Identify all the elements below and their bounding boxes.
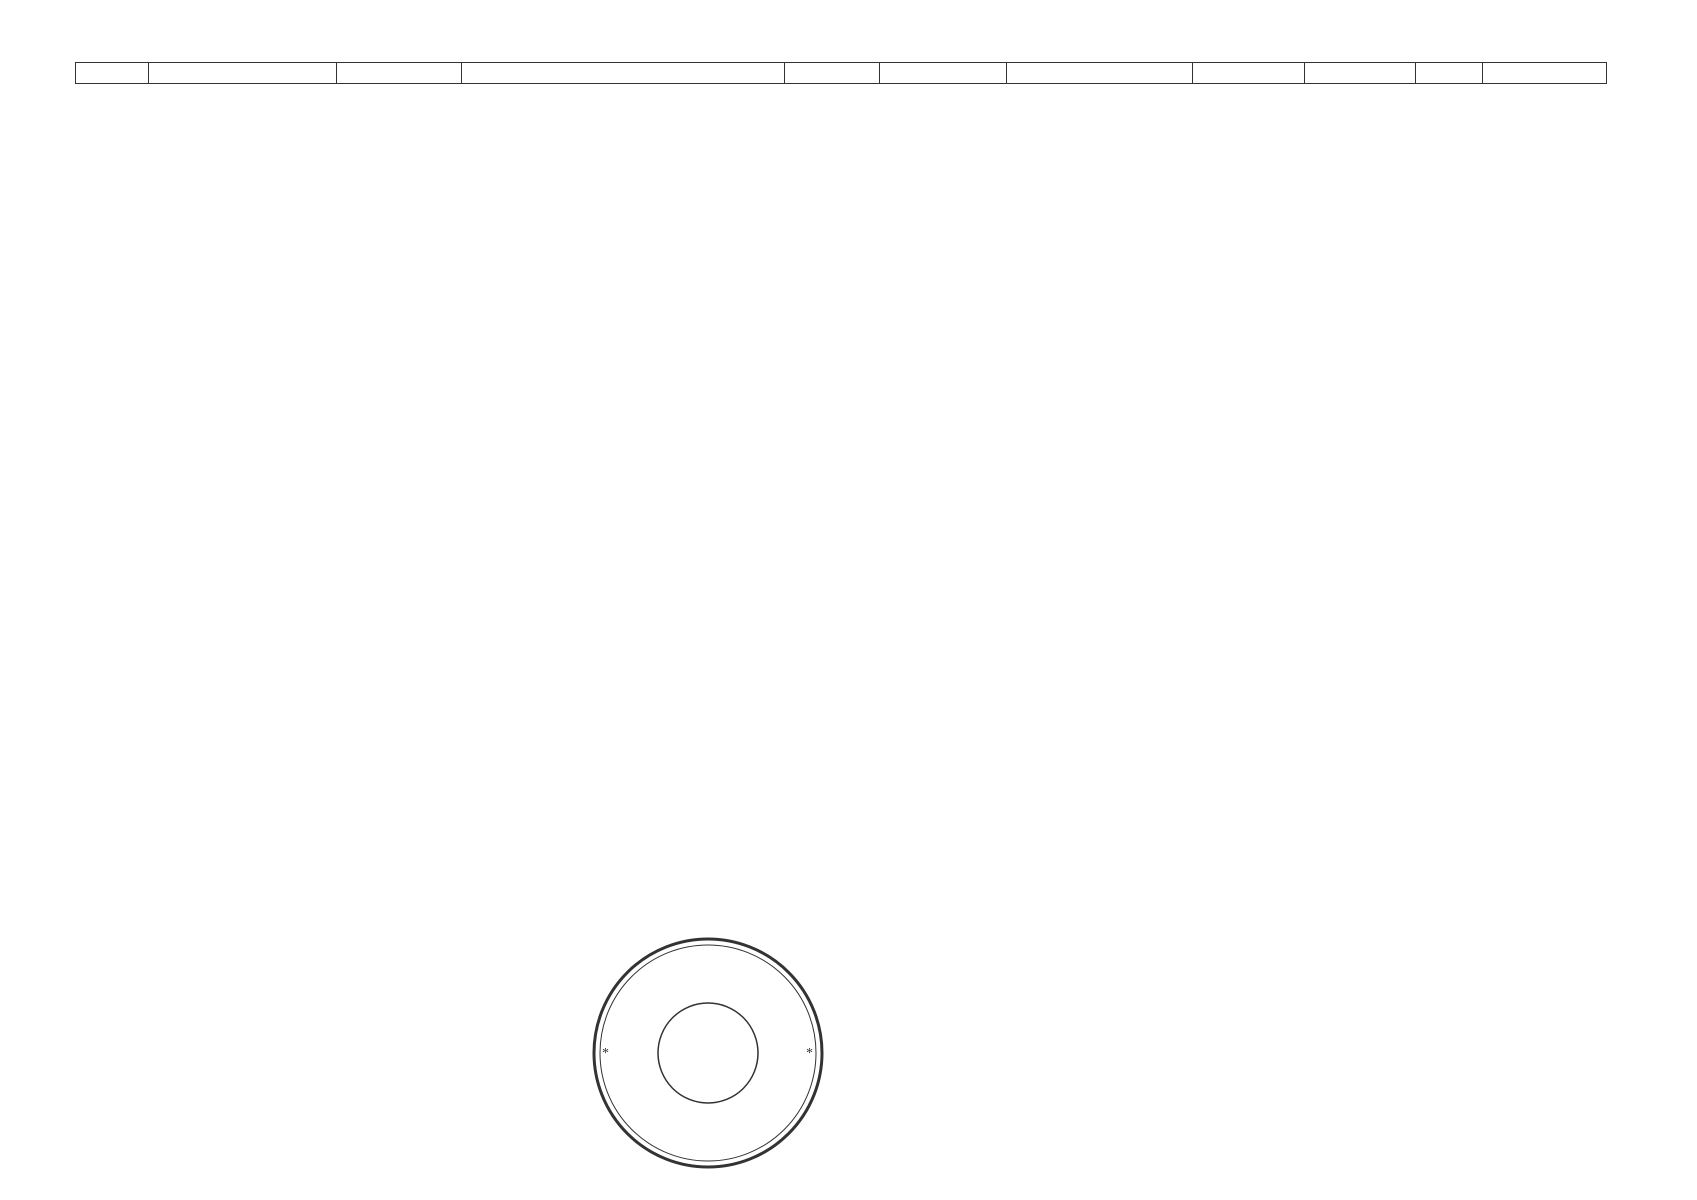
column-header (879, 63, 1006, 84)
column-header (1304, 63, 1416, 84)
column-header (337, 63, 462, 84)
budget-table (75, 62, 1607, 84)
column-header (1416, 63, 1483, 84)
column-header (461, 63, 784, 84)
seal-center-ring (658, 1003, 758, 1103)
seal-star-left: * (602, 1046, 609, 1061)
column-header (76, 63, 149, 84)
table-body (76, 63, 1607, 84)
column-header (1483, 63, 1607, 84)
column-numbers-row (76, 63, 1607, 84)
column-header (1006, 63, 1192, 84)
column-header (148, 63, 337, 84)
official-seal (588, 933, 828, 1173)
seal-outer-ring-inner (600, 945, 816, 1161)
column-header (784, 63, 879, 84)
column-header (1193, 63, 1305, 84)
seal-star-right: * (806, 1046, 813, 1061)
seal-outer-ring (594, 939, 822, 1167)
